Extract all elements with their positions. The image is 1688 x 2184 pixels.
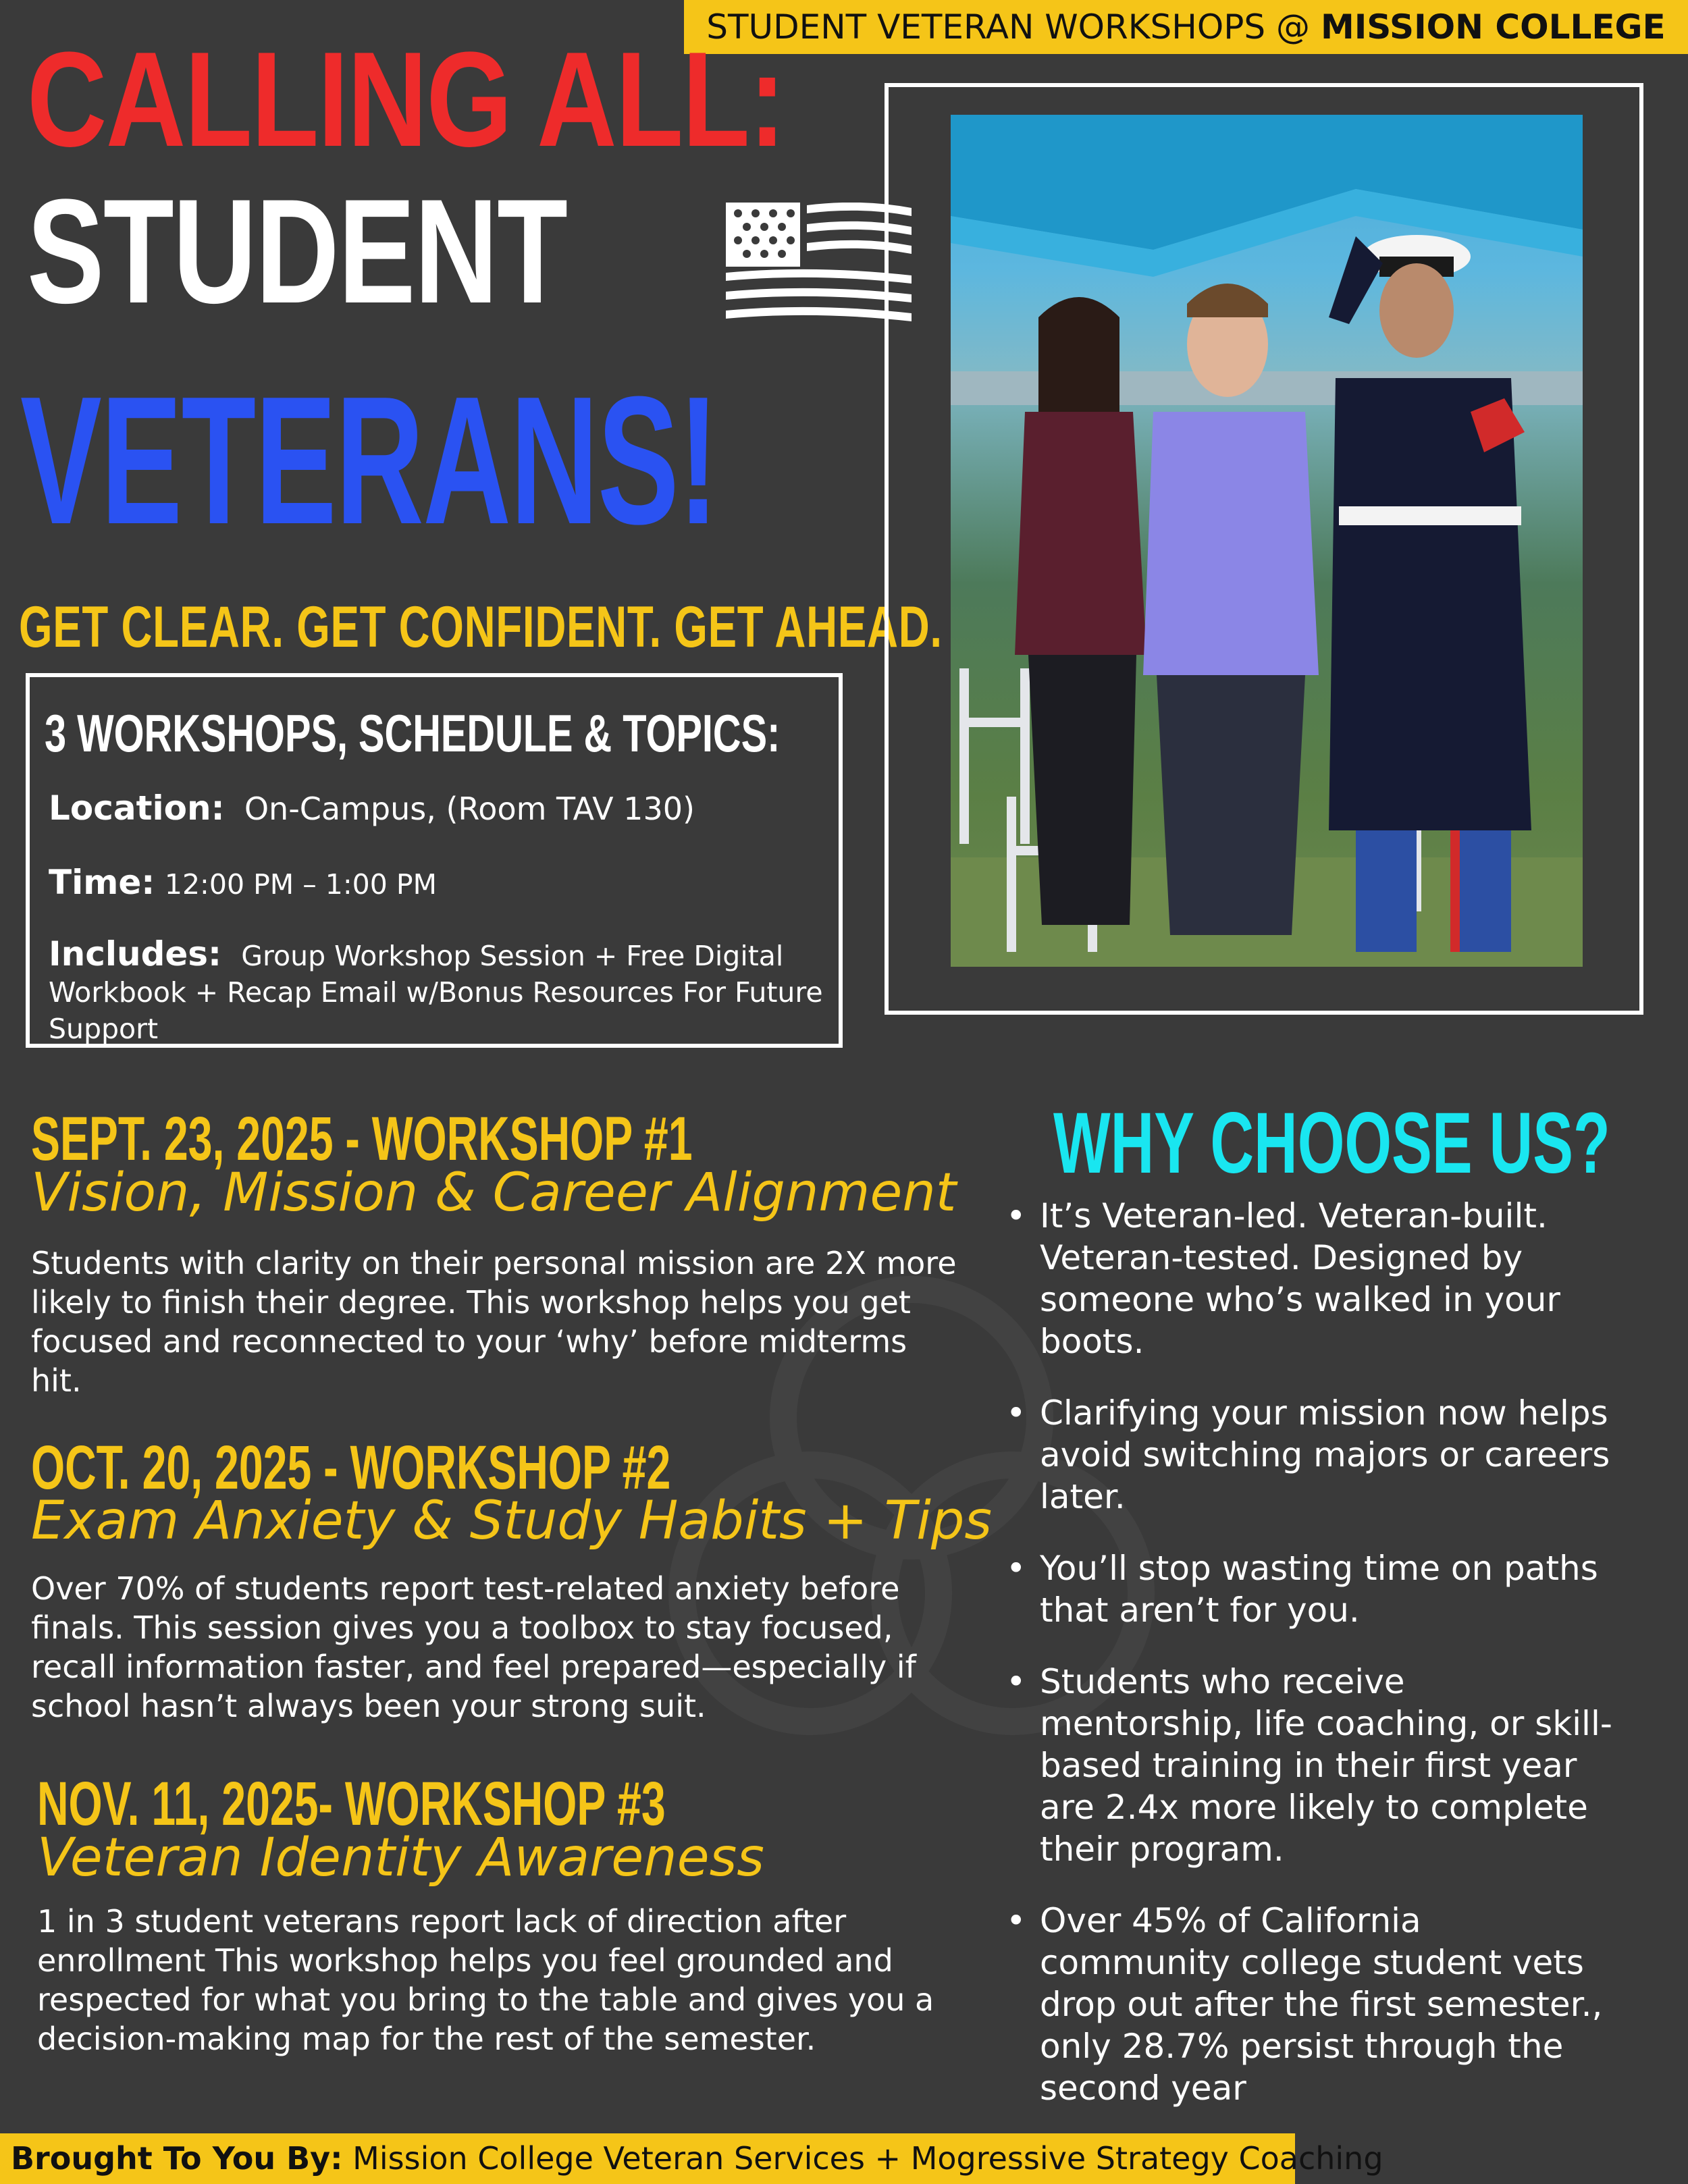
time-label: Time: — [49, 863, 155, 902]
footer-label: Brought To You By: — [11, 2140, 343, 2177]
tagline: GET CLEAR. GET CONFIDENT. GET AHEAD. — [19, 595, 943, 660]
veterans-salute-photo — [951, 115, 1583, 967]
workshop-1-description: Students with clarity on their personal mission are 2X more likely to finish their degree. This workshop helps you get focused and reconnected to your ‘why’ before midterms hit. — [31, 1245, 957, 1399]
top-banner — [684, 0, 1688, 54]
includes-value: Group Workshop Session + Free Digital Workbook + Recap Email w/Bonus Resources For Future Support — [49, 940, 823, 1045]
headline-calling-all: CALLING ALL: — [27, 24, 785, 175]
why-item-2: • Clarifying your mission now helps avoid switching majors or careers later. — [1006, 1392, 1614, 1518]
workshop-2-title: OCT. 20, 2025 - WORKSHOP #2 — [31, 1433, 671, 1502]
workshop-3-description: 1 in 3 student veterans report lack of direction after enrollment This workshop helps you feel grounded and respected for what you bring to the table and gives you a decision-making map for the rest of the semester. — [37, 1903, 934, 2057]
headline-veterans: VETERANS! — [20, 359, 718, 562]
top-banner-college: MISSION COLLEGE — [1320, 7, 1666, 47]
why-item-5: • Over 45% of California community college student vets drop out after the first semester., only 28.7% persist through the second year — [1006, 1900, 1614, 2109]
why-choose-us-title: WHY CHOOSE US? — [1053, 1095, 1610, 1192]
workshop-3-subtitle: Veteran Identity Awareness — [37, 1828, 764, 1888]
workshop-1-subtitle: Vision, Mission & Career Alignment — [31, 1163, 957, 1223]
why-choose-us-list — [1006, 1195, 1614, 2139]
location-row — [49, 789, 695, 828]
why-item-4: • Students who receive mentorship, life coaching, or skill-based training in their first year are 2.4x more likely to complete their program. — [1006, 1661, 1614, 1870]
workshop-3-title: NOV. 11, 2025- WORKSHOP #3 — [37, 1769, 666, 1838]
top-banner-prefix: STUDENT VETERAN WORKSHOPS @ — [706, 7, 1321, 47]
location-value: On-Campus, (Room TAV 130) — [244, 791, 695, 827]
location-label: Location: — [49, 789, 225, 828]
includes-label: Includes: — [49, 934, 222, 974]
workshop-2-subtitle: Exam Anxiety & Study Habits + Tips — [31, 1491, 993, 1551]
schedule-title: 3 WORKSHOPS, SCHEDULE & TOPICS: — [45, 703, 781, 763]
us-flag-icon — [726, 203, 912, 331]
time-row — [49, 863, 437, 902]
footer-value: Mission College Veteran Services + Mogressive Strategy Coaching — [342, 2140, 1383, 2177]
time-value: 12:00 PM – 1:00 PM — [164, 868, 437, 901]
footer-banner — [0, 2133, 1383, 2184]
why-item-3: • You’ll stop wasting time on paths that aren’t for you. — [1006, 1547, 1614, 1631]
why-item-1: • It’s Veteran-led. Veteran-built. Veteran-tested. Designed by someone who’s walked in your boots. — [1006, 1195, 1614, 1362]
headline-student: STUDENT — [27, 168, 567, 334]
includes-row — [49, 936, 825, 1046]
schedule-box — [26, 673, 843, 1048]
workshop-1-title: SEPT. 23, 2025 - WORKSHOP #1 — [31, 1104, 693, 1173]
workshop-2-description: Over 70% of students report test-related anxiety before finals. This session gives you a toolbox to stay focused, recall information faster, and feel prepared—especially if school hasn’t always been your strong suit. — [31, 1570, 916, 1724]
